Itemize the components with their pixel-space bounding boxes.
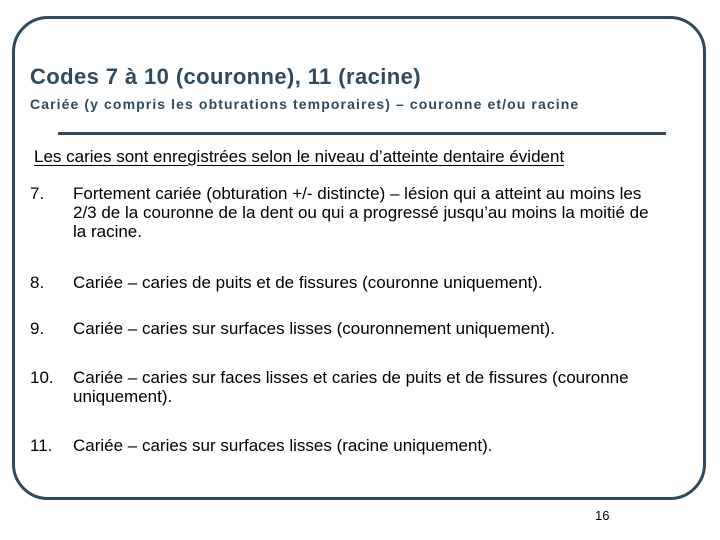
list-item-text: Cariée – caries sur surfaces lisses (racine uniquement). xyxy=(73,436,493,455)
list-item-number: 11. xyxy=(30,436,53,455)
page-number: 16 xyxy=(595,508,610,523)
list-item-text: Cariée – caries sur faces lisses et caries de puits et de fissures (couronne uniquement). xyxy=(73,368,629,406)
list-item-number: 8. xyxy=(30,273,45,292)
list-item-number: 9. xyxy=(30,319,45,338)
title-divider xyxy=(58,132,666,135)
slide-subtitle: Cariée (y compris les obturations temporaires) – couronne et/ou racine xyxy=(30,96,580,112)
intro-text: Les caries sont enregistrées selon le niveau d’atteinte dentaire évident xyxy=(34,147,565,166)
list-item-text: Cariée – caries sur surfaces lisses (couronnement uniquement). xyxy=(73,319,555,338)
list-item-text: Fortement cariée (obturation +/- distincte) – lésion qui a atteint au moins les 2/3 de la couronne de la dent ou qui a progressé jusqu’au moins la moitié de la racine. xyxy=(73,184,649,241)
slide-title: Codes 7 à 10 (couronne), 11 (racine) xyxy=(30,64,421,89)
list-item-number: 7. xyxy=(30,184,45,203)
list-item-text: Cariée – caries de puits et de fissures (couronne uniquement). xyxy=(73,273,543,292)
list-item-number: 10. xyxy=(30,368,54,387)
